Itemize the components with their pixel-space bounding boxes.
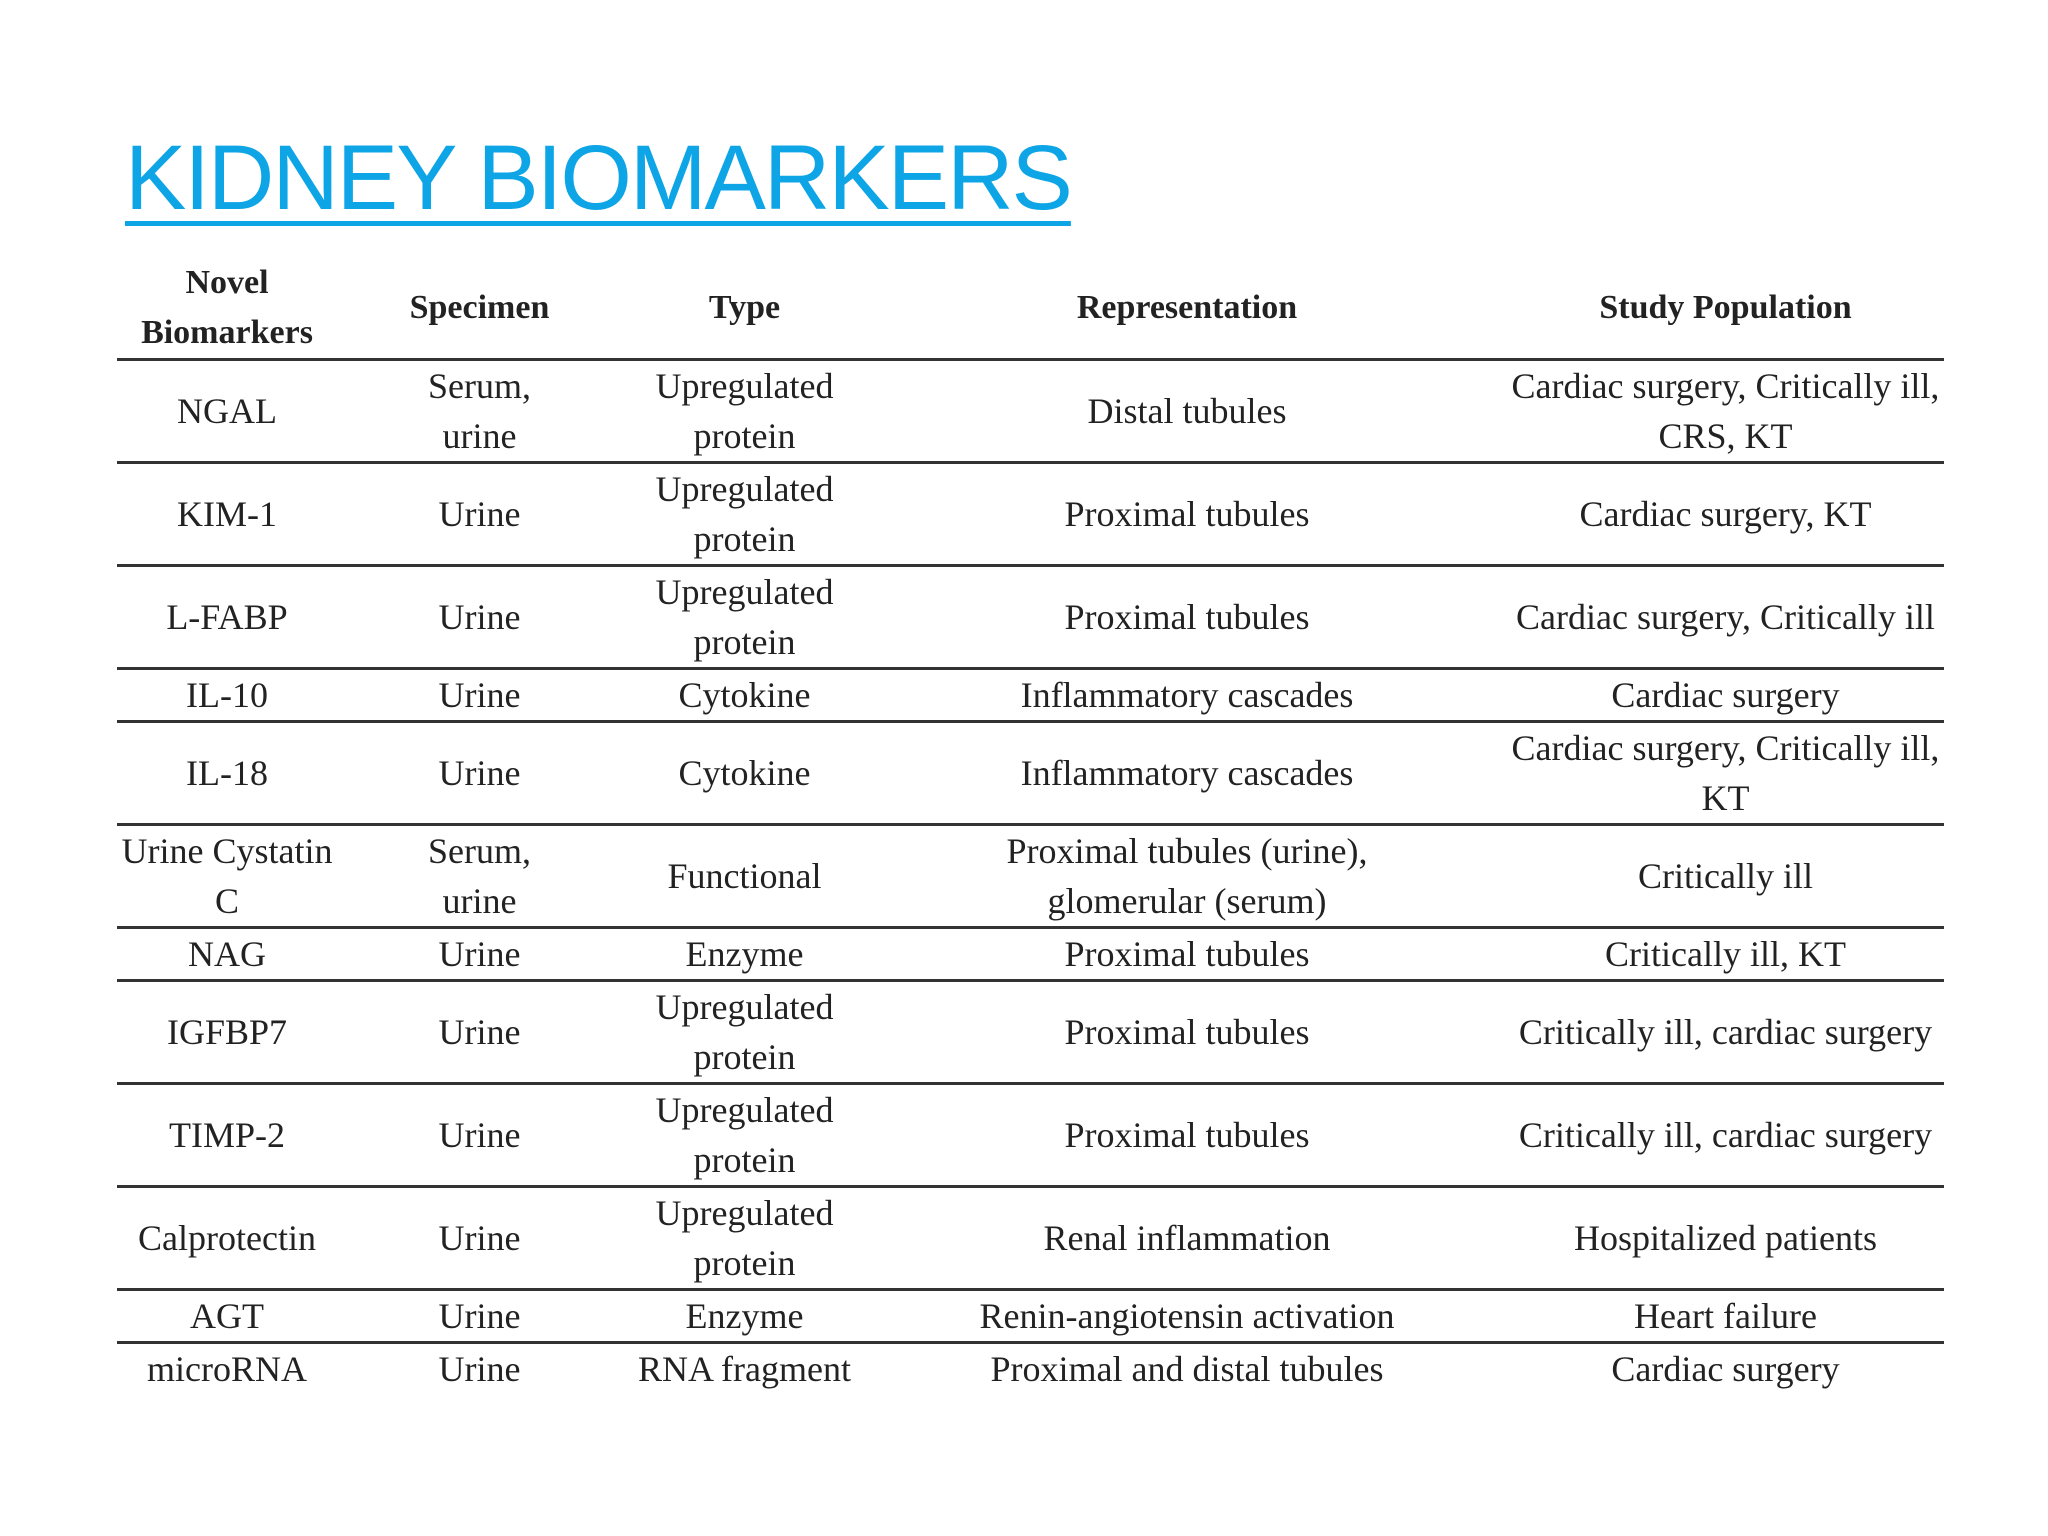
cell-biomarker: IL-10 (117, 669, 337, 722)
cell-biomarker: microRNA (147, 1349, 307, 1389)
cell-representation: Inflammatory cascades (867, 669, 1507, 722)
cell-specimen: Urine (337, 1084, 622, 1187)
table-row (117, 360, 1944, 463)
cell-biomarker: IGFBP7 (117, 981, 337, 1084)
cell-representation: Inflammatory cascades (867, 722, 1507, 825)
cell-representation: Proximal tubules (867, 566, 1507, 669)
table-row (117, 981, 1944, 1084)
table-row (117, 566, 1944, 669)
cell-representation: Renal inflammation (867, 1187, 1507, 1290)
cell-specimen: Urine (337, 669, 622, 722)
cell-biomarker: AGT (117, 1290, 337, 1343)
cell-type: Upregulated protein (622, 360, 867, 463)
cell-specimen: Urine (337, 463, 622, 566)
cell-study-population: Cardiac surgery, Critically ill (1507, 566, 1944, 669)
cell-study-population: Cardiac surgery (1507, 669, 1944, 722)
cell-biomarker: IL-18 (117, 722, 337, 825)
cell-representation: Proximal tubules (867, 1084, 1507, 1187)
cell-biomarker: KIM-1 (117, 463, 337, 566)
cell-type: Upregulated protein (622, 1187, 867, 1290)
cell-type: Upregulated protein (622, 981, 867, 1084)
cell-study-population: Critically ill, cardiac surgery (1507, 1084, 1944, 1187)
header-study-population: Study Population (1507, 258, 1944, 360)
cell-study-population: Cardiac surgery (1611, 1349, 1840, 1389)
header-novel-biomarkers: Novel Biomarkers (117, 258, 337, 360)
cell-specimen: Urine (337, 722, 622, 825)
cell-specimen: Urine (438, 1349, 521, 1389)
cell-specimen: Serum, urine (337, 360, 622, 463)
cell-representation: Proximal tubules (urine), glomerular (serum) (867, 825, 1507, 928)
biomarkers-table (117, 258, 1944, 1394)
header-representation: Representation (867, 258, 1507, 360)
cell-specimen: Urine (337, 1290, 622, 1343)
table-row (117, 669, 1944, 722)
cell-representation: Proximal tubules (867, 928, 1507, 981)
cell-type: Cytokine (622, 669, 867, 722)
cell-biomarker: Calprotectin (117, 1187, 337, 1290)
cell-biomarker: TIMP-2 (117, 1084, 337, 1187)
cell-study-population: Cardiac surgery, Critically ill, CRS, KT (1507, 360, 1944, 463)
cell-study-population: Critically ill (1507, 825, 1944, 928)
header-row (117, 258, 1944, 360)
cell-type: Functional (622, 825, 867, 928)
cell-biomarker: Urine Cystatin C (117, 825, 337, 928)
cell-specimen: Urine (337, 566, 622, 669)
cell-type: Upregulated protein (622, 1084, 867, 1187)
cell-type: Upregulated protein (622, 566, 867, 669)
table-row (117, 722, 1944, 825)
slide-title: KIDNEY BIOMARKERS (125, 127, 1071, 229)
table-row (117, 1343, 1944, 1395)
cell-specimen: Urine (337, 981, 622, 1084)
cell-type: Cytokine (622, 722, 867, 825)
cell-study-population: Critically ill, KT (1507, 928, 1944, 981)
table-body (117, 360, 1944, 1395)
cell-type: Enzyme (622, 1290, 867, 1343)
cell-biomarker: NAG (117, 928, 337, 981)
biomarkers-table-container (117, 258, 1944, 1394)
cell-type: Upregulated protein (622, 463, 867, 566)
table-row (117, 825, 1944, 928)
cell-specimen: Urine (337, 1187, 622, 1290)
header-specimen: Specimen (337, 258, 622, 360)
cell-type: Enzyme (622, 928, 867, 981)
table-row (117, 1084, 1944, 1187)
cell-representation: Proximal tubules (867, 981, 1507, 1084)
cell-specimen: Urine (337, 928, 622, 981)
cell-study-population: Cardiac surgery, Critically ill, KT (1507, 722, 1944, 825)
cell-representation: Proximal tubules (867, 463, 1507, 566)
cell-study-population: Critically ill, cardiac surgery (1507, 981, 1944, 1084)
cell-biomarker: L-FABP (117, 566, 337, 669)
cell-representation: Proximal and distal tubules (990, 1349, 1384, 1389)
cell-study-population: Hospitalized patients (1507, 1187, 1944, 1290)
cell-specimen: Serum, urine (337, 825, 622, 928)
cell-biomarker: NGAL (117, 360, 337, 463)
table-row (117, 463, 1944, 566)
table-header (117, 258, 1944, 360)
cell-study-population: Heart failure (1507, 1290, 1944, 1343)
table-row (117, 1187, 1944, 1290)
header-type: Type (622, 258, 867, 360)
cell-representation: Renin-angiotensin activation (867, 1290, 1507, 1343)
cell-type: RNA fragment (638, 1349, 851, 1389)
cell-representation: Distal tubules (867, 360, 1507, 463)
cell-study-population: Cardiac surgery, KT (1507, 463, 1944, 566)
table-row (117, 1290, 1944, 1343)
table-row (117, 928, 1944, 981)
